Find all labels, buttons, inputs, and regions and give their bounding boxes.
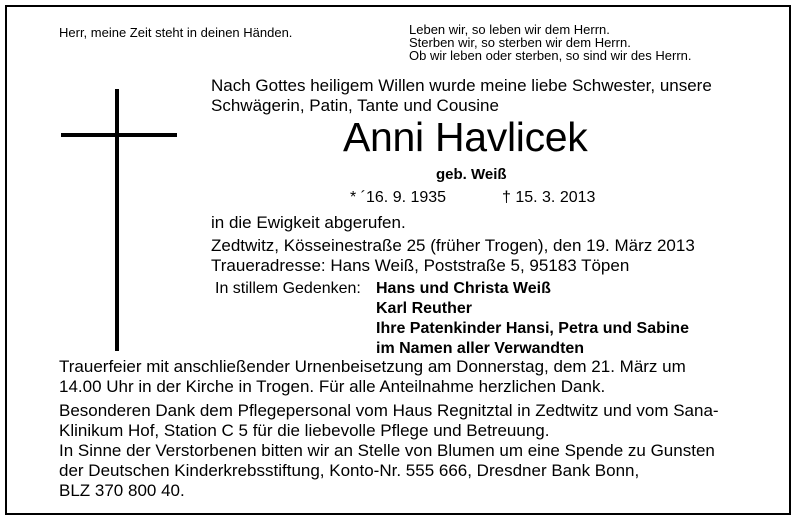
place-date: Zedtwitz, Kösseinestraße 25 (früher Trogen), den 19. März 2013 bbox=[211, 236, 695, 255]
funeral-line: 14.00 Uhr in der Kirche in Trogen. Für alle Anteilnahme herzlichen Dank. bbox=[59, 377, 606, 396]
death-date: † 15. 3. 2013 bbox=[502, 189, 596, 206]
donation-text bbox=[59, 441, 715, 501]
intro-text bbox=[211, 76, 712, 116]
verse-left: Herr, meine Zeit steht in deinen Händen. bbox=[59, 25, 293, 40]
donation-line: In Sinne der Verstorbenen bitten wir an Stelle von Blumen um eine Spende zu Gunsten bbox=[59, 441, 715, 460]
thanks-text bbox=[59, 401, 719, 441]
life-dates bbox=[350, 188, 596, 208]
verse-right bbox=[409, 24, 692, 62]
funeral-line: Trauerfeier mit anschließender Urnenbeisetzung am Donnerstag, dem 21. März um bbox=[59, 357, 686, 376]
birth-date: * ´16. 9. 1935 bbox=[350, 189, 447, 206]
donation-line: der Deutschen Kinderkrebsstiftung, Konto-Nr. 555 666, Dresdner Bank Bonn, bbox=[59, 461, 640, 480]
mourner-line: im Namen aller Verwandten bbox=[376, 340, 585, 357]
mourning-address: Traueradresse: Hans Weiß, Poststraße 5, 95183 Töpen bbox=[211, 256, 630, 275]
mourner-line: Hans und Christa Weiß bbox=[376, 280, 551, 297]
intro-line: Schwägerin, Patin, Tante und Cousine bbox=[211, 96, 499, 115]
funeral-text bbox=[59, 357, 686, 397]
intro-line: Nach Gottes heiligem Willen wurde meine liebe Schwester, unsere bbox=[211, 76, 712, 95]
thanks-line: Besonderen Dank dem Pflegepersonal vom Haus Regnitztal in Zedtwitz und vom Sana- bbox=[59, 401, 719, 420]
verse-right-line: Sterben wir, so sterben wir dem Herrn. bbox=[409, 34, 631, 50]
verse-right-line: Ob wir leben oder sterben, so sind wir des Herrn. bbox=[409, 47, 692, 63]
mourners-label: In stillem Gedenken: bbox=[215, 280, 361, 297]
donation-line: BLZ 370 800 40. bbox=[59, 481, 185, 500]
mourner-line: Karl Reuther bbox=[376, 300, 473, 317]
cross-icon-horizontal bbox=[61, 133, 177, 137]
deceased-name: Anni Havlicek bbox=[343, 114, 588, 160]
called-text: in die Ewigkeit abgerufen. bbox=[211, 213, 406, 232]
maiden-name: geb. Weiß bbox=[436, 166, 507, 183]
thanks-line: Klinikum Hof, Station C 5 für die liebevolle Pflege und Betreuung. bbox=[59, 421, 550, 440]
verse-right-line: Leben wir, so leben wir dem Herrn. bbox=[409, 22, 610, 37]
mourner-line: Ihre Patenkinder Hansi, Petra und Sabine bbox=[376, 320, 689, 337]
mourners-list bbox=[376, 279, 689, 359]
cross-icon-vertical bbox=[115, 89, 119, 351]
